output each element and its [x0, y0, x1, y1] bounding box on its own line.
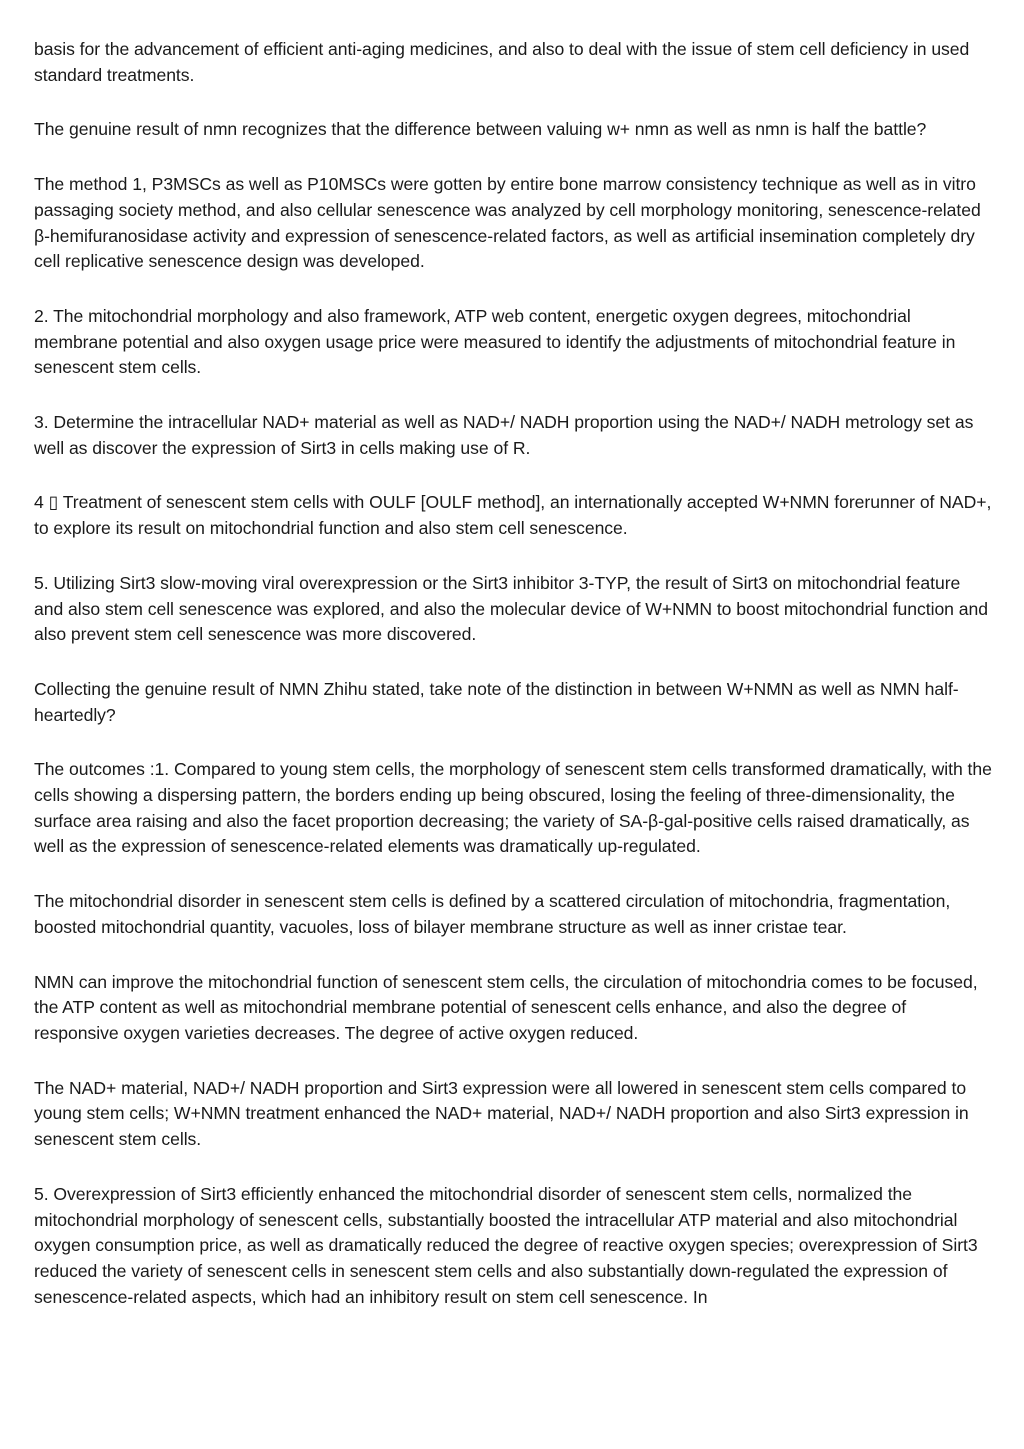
paragraph-zhihu-question: Collecting the genuine result of NMN Zhihu stated, take note of the distinction in between W+NMN as well as NMN half-heartedly?: [34, 678, 959, 725]
paragraph-nad-material: The NAD+ material, NAD+/ NADH proportion and Sirt3 expression were all lowered in senescent stem cells compared to young stem cells; W+NMN treatment enhanced the NAD+ material, NAD+/ NADH proportion and also Sirt3 expression in senescent stem cells.: [34, 1077, 969, 1150]
paragraph-method-1: The method 1, P3MSCs as well as P10MSCs were gotten by entire bone marrow consistency technique as well as in vitro passaging society method, and also cellular senescence was analyzed by cell morphology monitoring, senescence-related β-hemifuranosidase activity and expression of senescence-related factors, as well as artificial insemination completely dry cell replicative senescence design was developed.: [34, 174, 981, 272]
paragraph-mitochondrial-disorder: The mitochondrial disorder in senescent stem cells is defined by a scattered circulation of mitochondria, fragmentation, boosted mitochondrial quantity, vacuoles, loss of bilayer membrane structure as well as inner cristae tear.: [34, 891, 951, 937]
document-body: [34, 37, 992, 1339]
paragraph-outcome-5: 5. Overexpression of Sirt3 efficiently enhanced the mitochondrial disorder of senescent stem cells, normalized the mitochondrial morphology of senescent cells, substantially boosted the intracellular ATP material and also mitochondrial oxygen consumption price, as well as dramatically reduced the degree of reactive oxygen species; overexpression of Sirt3 reduced the variety of senescent cells in senescent stem cells and also substantially down-regulated the expression of senescence-related aspects, which had an inhibitory result on stem cell senescence. In: [34, 1183, 978, 1307]
paragraph-method-2: 2. The mitochondrial morphology and also framework, ATP web content, energetic oxygen degrees, mitochondrial membrane potential and also oxygen usage price were measured to identify the adjustments of mitochondrial feature in senescent stem cells.: [34, 305, 956, 378]
paragraph-method-3: 3. Determine the intracellular NAD+ material as well as NAD+/ NADH proportion using the NAD+/ NADH metrology set as well as discover the expression of Sirt3 in cells making use of R.: [34, 412, 974, 458]
paragraph-intro-continuation: basis for the advancement of efficient anti-aging medicines, and also to deal with the issue of stem cell deficiency in used standard treatments.: [34, 39, 970, 85]
paragraph-method-4: 4 ▯ Treatment of senescent stem cells with OULF [OULF method], an internationally accepted W+NMN forerunner of NAD+, to explore its result on mitochondrial function and also stem cell senescence.: [34, 492, 992, 539]
paragraph-genuine-result-question: The genuine result of nmn recognizes that the difference between valuing w+ nmn as well as nmn is half the battle?: [34, 119, 927, 140]
paragraph-outcome-1: The outcomes :1. Compared to young stem cells, the morphology of senescent stem cells transformed dramatically, with the cells showing a dispersing pattern, the borders ending up being obscured, losing the feeling of three-dimensionality, the surface area raising and also the facet proportion decreasing; the variety of SA-β-gal-positive cells raised dramatically, as well as the expression of senescence-related elements was dramatically up-regulated.: [34, 759, 992, 857]
paragraph-nmn-improvement: NMN can improve the mitochondrial function of senescent stem cells, the circulation of mitochondria comes to be focused, the ATP content as well as mitochondrial membrane potential of senescent cells enhance, and also the degree of responsive oxygen varieties decreases. The degree of active oxygen reduced.: [34, 971, 978, 1043]
paragraph-method-5: 5. Utilizing Sirt3 slow-moving viral overexpression or the Sirt3 inhibitor 3-TYP, the result of Sirt3 on mitochondrial feature and also stem cell senescence was explored, and also the molecular device of W+NMN to boost mitochondrial function and also prevent stem cell senescence was more discovered.: [34, 572, 988, 645]
